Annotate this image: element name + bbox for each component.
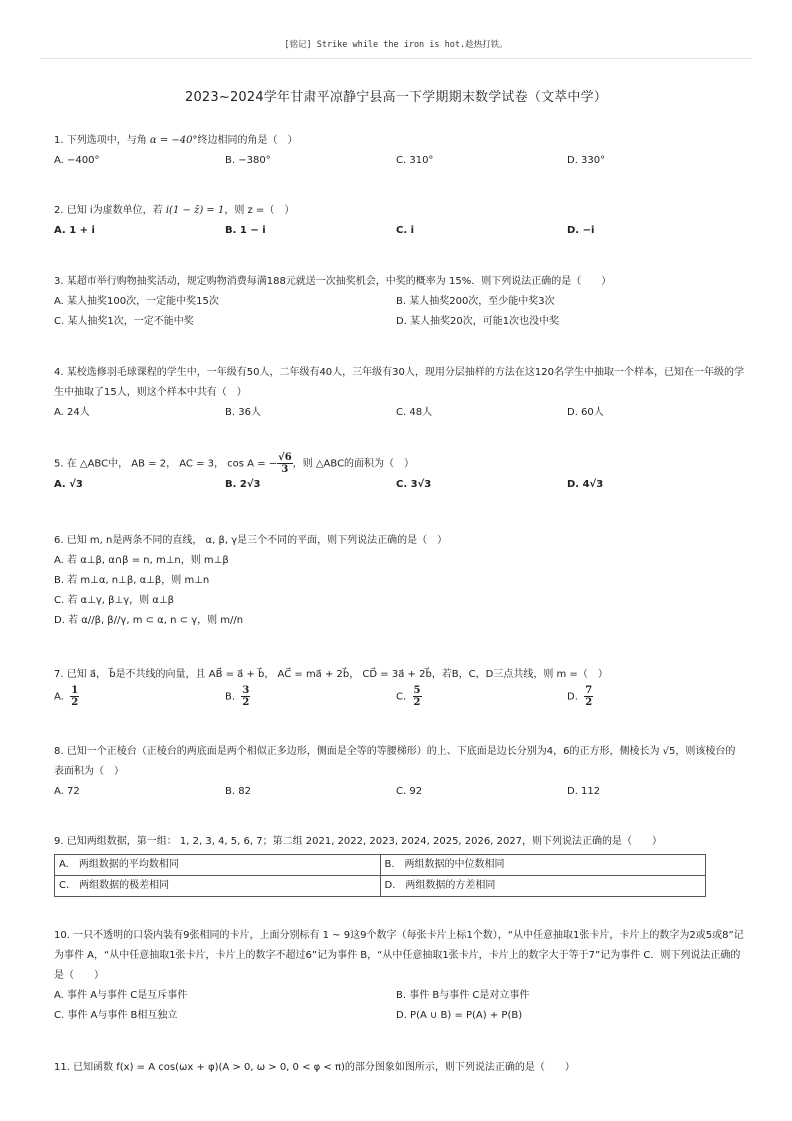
question-stem: 5. 在 △ABC中， AB = 2， AC = 3， cos A = − $\frac{√6}{3}$ ，则 △ABC的面积为（ ） [54, 452, 415, 475]
option-d: D. 若 α//β, β//γ, m ⊂ α, n ⊂ γ，则 m//n [54, 615, 244, 626]
question-1 [54, 131, 744, 171]
question-6 [54, 531, 744, 631]
question-10 [54, 926, 744, 1026]
question-stem: 2. 已知 i为虚数单位，若 i(1 − z̄) = 1，则 z =（ ） [54, 205, 295, 216]
option-c: C. 92 [396, 786, 423, 797]
option-c: C. 310° [396, 155, 434, 166]
question-stem: 8. 已知一个正棱台（正棱台的两底面是两个相似正多边形，侧面是全等的等腰梯形）的上、下底面是边长分别为4，6的正方形，侧棱长为 √5，则该棱台的表面积为（ ） [54, 746, 736, 777]
question-4 [54, 363, 744, 423]
option-b: B. 事件 B与事件 C是对立事件 [396, 990, 530, 1001]
option-b: B. 1 − i [225, 225, 266, 236]
option-a: A. 24人 [54, 407, 90, 418]
motto-banner: [铭记] Strike while the iron is hot.趁热打铁。 [284, 40, 508, 50]
question-8 [54, 742, 744, 802]
option-d: D. 330° [567, 155, 606, 166]
option-c: C. 3√3 [396, 479, 432, 490]
option-c: C. 若 α⊥γ, β⊥γ，则 α⊥β [54, 595, 174, 606]
option-b: B. 两组数据的中位数相同 [380, 855, 706, 876]
exam-title: 2023~2024学年甘肃平凉静宁县高一下学期期末数学试卷（文萃中学） [184, 90, 608, 105]
options [54, 782, 744, 802]
option-b: B. 82 [225, 786, 251, 797]
option-c: C. 两组数据的极差相同 [55, 876, 381, 897]
option-d: D. 4√3 [567, 479, 604, 490]
question-stem: 6. 已知 m, n是两条不同的直线， α, β, γ是三个不同的平面，则下列说法正确的是（ ） [54, 535, 448, 546]
question-5 [54, 452, 744, 495]
option-a: A. 72 [54, 786, 80, 797]
options-table [54, 854, 706, 897]
option-a: A. 事件 A与事件 C是互斥事件 [54, 990, 188, 1001]
option-a: A. −400° [54, 155, 100, 166]
question-stem: 4. 某校选修羽毛球课程的学生中，一年级有50人，二年级有40人，三年级有30人，现用分层抽样的方法在这120名学生中抽取一个样本，已知在一年级的学生中抽取了15人，则这个样本中共有（ ） [54, 367, 744, 398]
question-stem: 1. 下列选项中，与角 α = −40°终边相同的角是（ ） [54, 135, 298, 146]
question-stem: 7. 已知 a⃗， b⃗是不共线的向量，且 AB⃗ = a⃗ + b⃗， AC⃗ = ma⃗ + 2b⃗， CD⃗ = 3a⃗ + 2b⃗，若B，C，D三点共线，则 m =（ ） [54, 669, 608, 680]
options [54, 151, 744, 171]
option-b: B. 若 m⊥α, n⊥β, α⊥β，则 m⊥n [54, 575, 210, 586]
question-11 [54, 1058, 744, 1078]
option-c: C. $\frac{5}{2}$ [396, 685, 421, 708]
question-stem: 9. 已知两组数据，第一组： 1, 2, 3, 4, 5, 6, 7；第二组 2021, 2022, 2023, 2024, 2025, 2026, 2027，则下列说法正确的是（ ） [54, 836, 663, 847]
options [54, 475, 744, 495]
option-a: A. 某人抽奖100次，一定能中奖15次 [54, 296, 219, 307]
options [54, 292, 744, 332]
option-c: C. 48人 [396, 407, 433, 418]
options [54, 221, 744, 241]
option-b: B. 36人 [225, 407, 261, 418]
option-a: A. 1 + i [54, 225, 95, 236]
question-9 [54, 832, 744, 897]
option-d: D. P(A ∪ B) = P(A) + P(B) [396, 1010, 523, 1021]
option-c: C. i [396, 225, 415, 236]
options [54, 685, 744, 708]
question-3 [54, 272, 744, 332]
question-stem: 11. 已知函数 f(x) = A cos(ωx + φ)(A > 0, ω > 0, 0 < φ < π)的部分图象如图所示，则下列说法正确的是（ ） [54, 1062, 575, 1073]
option-a: A. 若 α⊥β, α∩β = n, m⊥n，则 m⊥β [54, 555, 229, 566]
option-d: D. $\frac{7}{2}$ [567, 685, 593, 708]
option-a: A. √3 [54, 479, 83, 490]
option-c: C. 某人抽奖1次，一定不能中奖 [54, 316, 194, 327]
option-b: B. −380° [225, 155, 271, 166]
question-2 [54, 201, 744, 241]
options [54, 986, 744, 1026]
option-a: A. $\frac{1}{2}$ [54, 685, 79, 708]
option-d: D. 112 [567, 786, 601, 797]
option-b: B. $\frac{3}{2}$ [225, 685, 250, 708]
option-d: D. 60人 [567, 407, 604, 418]
option-d: D. −i [567, 225, 595, 236]
option-d: D. 某人抽奖20次，可能1次也没中奖 [396, 316, 560, 327]
option-a: A. 两组数据的平均数相同 [55, 855, 381, 876]
fraction: $\frac{√6}{3}$ [278, 452, 292, 475]
question-7 [54, 665, 744, 708]
option-c: C. 事件 A与事件 B相互独立 [54, 1010, 178, 1021]
question-stem: 3. 某超市举行购物抽奖活动，规定购物消费每满188元就送一次抽奖机会，中奖的概率为 15%．则下列说法正确的是（ ） [54, 276, 612, 287]
option-d: D. 两组数据的方差相同 [380, 876, 706, 897]
options [54, 403, 744, 423]
option-b: B. 某人抽奖200次，至少能中奖3次 [396, 296, 555, 307]
question-stem: 10. 一只不透明的口袋内装有9张相同的卡片，上面分别标有 1 ~ 9这9个数字（每张卡片上标1个数），“从中任意抽取1张卡片，卡片上的数字为2或5或8”记为事件 A，“从中任意抽取1张卡片，卡片上的数字不超过6”记为事件 B，“从中任意抽取1张卡片，卡片上的数字大于等于7”记为事件 C．则下列说法正确的是（ ） [54, 930, 744, 981]
option-b: B. 2√3 [225, 479, 261, 490]
header-divider [40, 58, 752, 59]
